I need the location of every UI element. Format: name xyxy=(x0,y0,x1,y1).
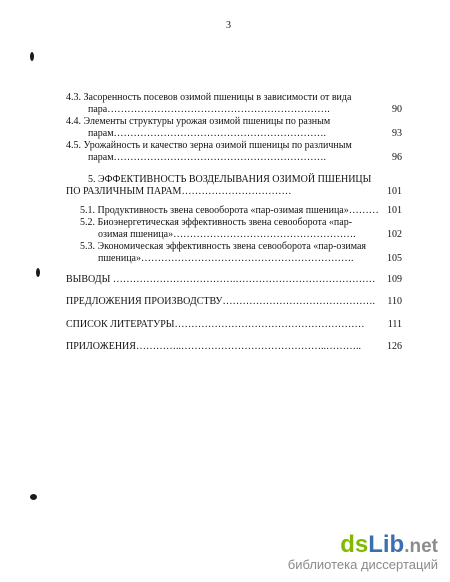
dslib-watermark xyxy=(288,532,438,572)
toc-entry-4-5-cont: парам………………………………………………………. xyxy=(88,152,327,163)
toc-entry-4-4: 4.4. Элементы структуры урожая озимой пшеницы по разным xyxy=(66,116,331,127)
toc-chapter-5: 5. ЭФФЕКТИВНОСТЬ ВОЗДЕЛЫВАНИЯ ОЗИМОЙ ПШЕНИЦЫ xyxy=(88,174,372,185)
toc-chapter-5-cont: ПО РАЗЛИЧНЫМ ПАРАМ…………………………… xyxy=(66,186,292,197)
toc-entry-4-3-cont: пара…………………………………………………………. xyxy=(88,104,330,115)
toc-entry-5-2-cont: озимая пшеница»………………………………………………. xyxy=(98,229,356,240)
toc-page-4-3: 90 xyxy=(392,104,402,115)
toc-page-appendices: 126 xyxy=(387,341,402,352)
toc-conclusions: ВЫВОДЫ ……………………………….…………………………………… xyxy=(66,274,376,285)
toc-appendices: ПРИЛОЖЕНИЯ…………..……………………………………..……….. xyxy=(66,341,361,352)
toc-entry-5-2: 5.2. Биоэнергетическая эффективность звена севооборота «пар- xyxy=(80,217,353,228)
toc-page-proposals: 110 xyxy=(387,296,402,307)
logo-ds: ds xyxy=(340,531,369,558)
scan-speck xyxy=(36,268,40,277)
toc-proposals: ПРЕДЛОЖЕНИЯ ПРОИЗВОДСТВУ………………………………………. xyxy=(66,296,375,307)
toc-entry-4-5: 4.5. Урожайность и качество зерна озимой пшеницы по различным xyxy=(66,140,352,151)
logo-net: .net xyxy=(404,536,438,557)
toc-page-5-1: 101 xyxy=(387,205,402,216)
toc-entry-5-3-cont: пшеница»………………………………………………………. xyxy=(98,253,354,264)
logo-lib: Lib xyxy=(368,531,405,558)
scan-speck xyxy=(30,52,34,61)
scan-speck xyxy=(30,494,37,500)
watermark-caption: библиотека диссертаций xyxy=(287,557,438,572)
toc-entry-5-1: 5.1. Продуктивность звена севооборота «пар-озимая пшеница»……… xyxy=(80,205,379,216)
page-number: 3 xyxy=(226,20,231,31)
toc-page-literature: 111 xyxy=(387,319,402,330)
toc-entry-4-3: 4.3. Засоренность посевов озимой пшеницы в зависимости от вида xyxy=(66,92,352,103)
toc-page-5-2: 102 xyxy=(387,229,402,240)
toc-entry-4-4-cont: парам………………………………………………………. xyxy=(88,128,327,139)
toc-entry-5-3: 5.3. Экономическая эффективность звена севооборота «пар-озимая xyxy=(80,241,367,252)
dslib-logo xyxy=(288,532,438,560)
toc-page-conclusions: 109 xyxy=(387,274,402,285)
toc-literature: СПИСОК ЛИТЕРАТУРЫ………………………………………………… xyxy=(66,319,365,330)
toc-page-4-5: 96 xyxy=(392,152,402,163)
toc-page-4-4: 93 xyxy=(392,128,402,139)
toc-page-ch5: 101 xyxy=(387,186,402,197)
toc-page-5-3: 105 xyxy=(387,253,402,264)
